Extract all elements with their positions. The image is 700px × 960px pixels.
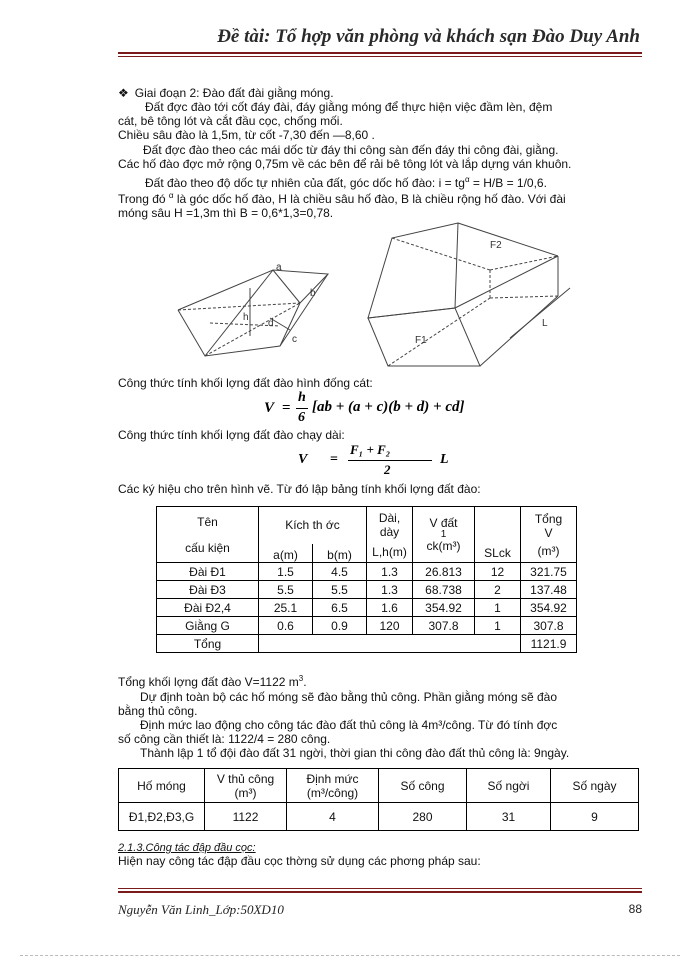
- paragraph-line: Tổng khối lợng đất đào V=1122 $m^3$.: [118, 674, 307, 689]
- label-b: b: [310, 288, 316, 299]
- footer-author: Nguyễn Văn Linh_Lớp:50XD10: [118, 902, 284, 917]
- header-rule: [118, 52, 642, 54]
- table-header-cell: Tổng V (m³): [521, 507, 577, 563]
- table-row: Đ1,Đ2,Đ3,G 1122 4 280 31 9: [119, 803, 639, 831]
- label-h: h: [243, 312, 249, 323]
- document-page: Đề tài: Tổ hợp văn phòng và khách sạn Đào Duy Anh ❖ Giai đoạn 2: Đào đất đài giằng móng. Đất đợc đào tới cốt đáy đài, đáy giằng móng để thực hiện việc đầm lèn, đệm cát, bê tông lót và cắt đầu cọc, chống mối. Chiều sâu đào là 1,5m, từ cốt -7,30 đến —8,60 . Đất đợc đào theo các mái dốc từ đáy thi công sàn đến đáy thi công đài, giằng. Các hố đào đợc mở rộng 0,75m về các bên để rải bê tông lót và lắp dựng ván khuôn. Đất đào theo độ dốc tự nhiên của đất, góc dốc hố đào: $i = tg^\alpha = H/B = 1/0,6$. Trong đó $^\alpha$ là góc dốc hố đào, H là chiều sâu hố đào, B là chiều rộng hố đào. Với đài móng sâu H =1,3m thì B = 0,6*1,3=0,78. a b c d h F2 F1 L Công thức tính khối lợng đất đào hình đống cát: V = h 6 [ab + (a + c)(b + d) + cd] Công thức tính khối lợng đất đào chạy dài: V = F₁ + F₂ 2 L Các ký hiệu cho trên hình vẽ. Từ đó lập bảng tính khối lợng đất đào: Tên cấu kiện Kích th ớc Dài, dày L,h(m) V đất 1 ck(m³) SLck Tổng V (m³) a(m) b(m) Đài Đ1 1.5 4.5 1.3 26.813 12 321.75 Đài Đ3 5.5 5.5 1.3 68.738 2 137.48 Đài Đ2,4 25.1 6.5 1.6 354.92 1 354.92 Giằng G 0.6 0.9 120 307.8 1 307.8 Tổng 1121.9 Tổng khối lợng đất đào V=1122 $m^3$. Dự định toàn bộ các hố móng sẽ đào bằng thủ công. Phần giằng móng sẽ đào bằng thủ công. Định mức lao động cho công tác đào đất thủ công là 4m³/công. Từ đó tính đợc số công cần thiết là: 1122/4 = 280 công. Thành lập 1 tổ đội đào đất 31 ngời, thời gian thi công đào đất thủ công là: 9ngày. Hố móng V thủ công (m³) Định mức (m³/công) Số công Số ngời Số ngày Đ1,Đ2,Đ3,G 1122 4 280 31 9 2.1.3.Công tác đập đầu cọc: Hiện nay công tác đập đầu cọc thờng sử dụng các phơng pháp sau: Nguyễn Văn Linh_Lớp:50XD10 88: [0, 0, 700, 960]
- paragraph-line: Công thức tính khối lợng đất đào hình đống cát:: [118, 376, 373, 390]
- paragraph-line: Đất đợc đào tới cốt đáy đài, đáy giằng móng để thực hiện việc đầm lèn, đệm: [145, 100, 553, 114]
- paragraph-line: Công thức tính khối lợng đất đào chạy dài:: [118, 428, 345, 442]
- label-a: a: [276, 262, 282, 273]
- table-total-row: Tổng 1121.9: [157, 635, 577, 653]
- label-f1: F1: [415, 335, 427, 346]
- label-d: d: [268, 318, 274, 329]
- paragraph-line: Trong đó $^\alpha$ là góc dốc hố đào, H là chiều sâu hố đào, B là chiều rộng hố đào. Với đài: [118, 191, 566, 206]
- bullet-icon: ❖: [118, 86, 129, 100]
- table-header-cell: V đất 1 ck(m³): [413, 507, 475, 563]
- paragraph-line: Các hố đào đợc mở rộng 0,75m về các bên để rải bê tông lót và lắp dựng ván khuôn.: [118, 157, 572, 171]
- paragraph-line: bằng thủ công.: [118, 704, 198, 718]
- table-header-cell: Kích th ớc: [259, 507, 367, 544]
- paragraph-line: Thành lập 1 tổ đội đào đất 31 ngời, thời gian thi công đào đất thủ công là: 9ngày.: [140, 746, 570, 760]
- paragraph-line: ❖ Giai đoạn 2: Đào đất đài giằng móng.: [118, 86, 334, 100]
- paragraph-line: Dự định toàn bộ các hố móng sẽ đào bằng thủ công. Phần giằng móng sẽ đào: [140, 690, 557, 704]
- footer-rule: [118, 891, 642, 893]
- labor-table: [118, 768, 639, 831]
- page-number: 88: [628, 902, 642, 916]
- excavation-diagram: [150, 218, 640, 373]
- table-header-cell: b(m): [313, 544, 367, 563]
- paragraph-line: Các ký hiệu cho trên hình vẽ. Từ đó lập bảng tính khối lợng đất đào:: [118, 482, 481, 496]
- paragraph-line: Định mức lao động cho công tác đào đất thủ công là 4m³/công. Từ đó tính đợc: [140, 718, 558, 732]
- table-row: Đài Đ3 5.5 5.5 1.3 68.738 2 137.48: [157, 581, 577, 599]
- table-header-cell: Dài, dày L,h(m): [367, 507, 413, 563]
- paragraph-line: số công cần thiết là: 1122/4 = 280 công.: [118, 732, 331, 746]
- fraction-bar: [348, 460, 432, 461]
- header-title: Đề tài: Tổ hợp văn phòng và khách sạn Đào Duy Anh: [217, 26, 640, 47]
- label-f2: F2: [490, 240, 502, 251]
- table-row: Đài Đ2,4 25.1 6.5 1.6 354.92 1 354.92: [157, 599, 577, 617]
- table-header-cell: SLck: [475, 507, 521, 563]
- label-l: L: [542, 318, 548, 329]
- label-c: c: [292, 334, 297, 345]
- volume-table: [156, 506, 577, 653]
- header-rule-thin: [118, 56, 642, 57]
- table-header-cell: a(m): [259, 544, 313, 563]
- table-row: Giằng G 0.6 0.9 120 307.8 1 307.8: [157, 617, 577, 635]
- long-trench-figure: [368, 223, 570, 366]
- paragraph-line: Chiều sâu đào là 1,5m, từ cốt -7,30 đến —8,60 .: [118, 128, 375, 142]
- page-break-line: [20, 955, 680, 956]
- paragraph-line: Đất đào theo độ dốc tự nhiên của đất, góc dốc hố đào: $i = tg^\alpha = H/B = 1/0,6$.: [145, 175, 547, 190]
- paragraph-line: Đất đợc đào theo các mái dốc từ đáy thi công sàn đến đáy thi công đài, giằng.: [143, 143, 559, 157]
- table-row: Đài Đ1 1.5 4.5 1.3 26.813 12 321.75: [157, 563, 577, 581]
- paragraph-line: cát, bê tông lót và cắt đầu cọc, chống mối.: [118, 114, 343, 128]
- table-header-cell: Tên cấu kiện: [157, 507, 259, 563]
- footer-rule-thin: [118, 888, 642, 889]
- paragraph-line: móng sâu H =1,3m thì B = 0,6*1,3=0,78.: [118, 206, 334, 220]
- table-header-row: Hố móng V thủ công (m³) Định mức (m³/công) Số công Số ngời Số ngày: [119, 769, 639, 803]
- fraction-bar: [296, 408, 308, 409]
- paragraph-line: Hiện nay công tác đập đầu cọc thờng sử dụng các phơng pháp sau:: [118, 854, 481, 868]
- sand-pile-figure: [178, 270, 328, 356]
- section-heading: 2.1.3.Công tác đập đầu cọc:: [118, 842, 256, 854]
